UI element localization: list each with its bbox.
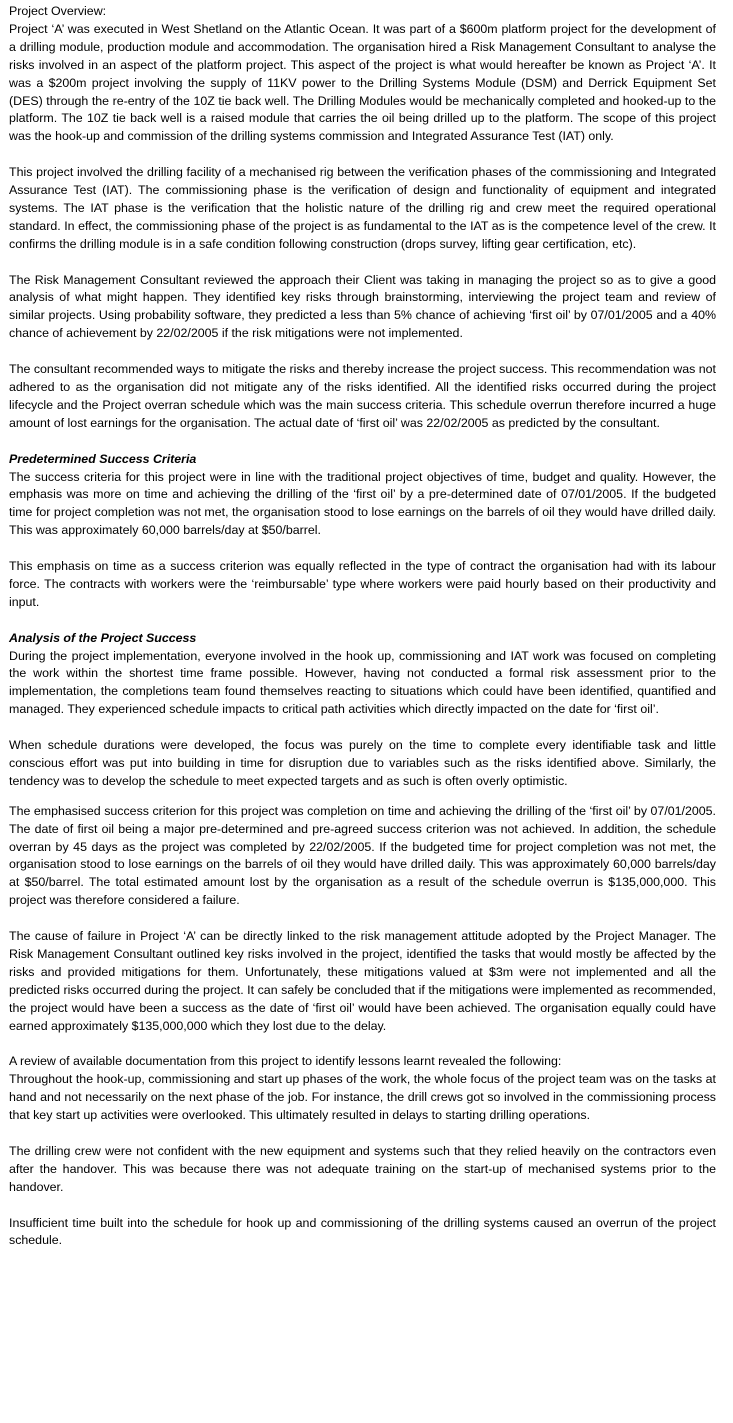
criteria-paragraph-1: The success criteria for this project were in line with the traditional project objectives of time, budget and quality. However, the emphasis was more on time and achieving the drilling of the ‘first oil’ by a pre-determined date of 07/01/2005. If the budgeted time for project completion was not met, the organisation stood to lose earnings on the barrels of oil they would have drilled daily. This was approximately 60,000 barrels/day at $50/barrel.	[9, 469, 716, 538]
analysis-paragraph-2: When schedule durations were developed, the focus was purely on the time to complete every identifiable task and little conscious effort was put into building in time for disruption due to variables such as the risks identified above. Similarly, the tendency was to develop the schedule to meet expected targets and as such is often overly optimistic.	[9, 738, 716, 788]
analysis-paragraph-3: The emphasised success criterion for this project was completion on time and achieving the drilling of the ‘first oil’ by 07/01/2005. The date of first oil being a major pre-determined and pre-agreed success criterion was not achieved. In addition, the schedule overran by 45 days as the project was completed by 22/02/2005. If the budgeted time for project completion was not met, the organisation stood to lose earnings on the barrels of oil they would have drilled daily. This was approximately 60,000 barrels/day at $50/barrel. The total estimated amount lost by the organisation as a result of the schedule overrun is $135,000,000. This project was therefore considered a failure.	[9, 803, 716, 908]
lessons-paragraph-1: Throughout the hook-up, commissioning and start up phases of the work, the whole focus of the project team was on the tasks at hand and not necessarily on the next phase of the job. For instance, the drill crews got so involved in the commissioning process that key start up activities were overlooked. This ultimately resulted in delays to starting drilling operations.	[9, 1072, 716, 1123]
analysis-paragraph-1: During the project implementation, everyone involved in the hook up, commissioning and IAT work was focused on completing the work within the shortest time frame possible. However, having not conducted a formal risk assessment prior to the implementation, the completions team found themselves reacting to situations which could have been identified, quantified and managed. They experienced schedule impacts to critical path activities which directly impacted on the date for ‘first oil’.	[9, 648, 716, 717]
overview-paragraph-1: Project ‘A’ was executed in West Shetland on the Atlantic Ocean. It was part of a $600m platform project for the development of a drilling module, production module and accommodation. The organisation hired a Risk Management Consultant to analyse the risks involved in an aspect of the platform project. This aspect of the project is what would hereafter be known as Project ‘A’. It was a $200m project involving the supply of 11KV power to the Drilling Systems Module (DSM) and Derrick Equipment Set (DES) through the re-entry of the 10Z tie back well. The Drilling Modules would be mechanically completed and hooked-up to the platform. The 10Z tie back well is a raised module that carries the oil being drilled up to the platform. The scope of this project was the hook-up and commission of the drilling systems commission and Integrated Assurance Test (IAT) only.	[9, 21, 716, 144]
lessons-intro: A review of available documentation from this project to identify lessons learnt revealed the following:	[9, 1054, 562, 1069]
lessons-paragraph-3: Insufficient time built into the schedule for hook up and commissioning of the drilling systems caused an overrun of the project schedule.	[9, 1215, 716, 1248]
overview-paragraph-4: The consultant recommended ways to mitigate the risks and thereby increase the project success. This recommendation was not adhered to as the organisation did not mitigate any of the risks identified. All the identified risks occurred during the project lifecycle and the Project overran schedule which was the main success criteria. This schedule overrun therefore incurred a huge amount of lost earnings for the organisation. The actual date of ‘first oil’ was 22/02/2005 as predicted by the consultant.	[9, 362, 716, 430]
criteria-paragraph-2: This emphasis on time as a success criterion was equally reflected in the type of contract the organisation had with its labour force. The contracts with workers were the ‘reimbursable’ type where workers were paid hourly based on their productivity and input.	[9, 559, 716, 609]
overview-title: Project Overview:	[9, 4, 107, 18]
analysis-paragraph-4: The cause of failure in Project ‘A’ can be directly linked to the risk management attitude adopted by the Project Manager. The Risk Management Consultant outlined key risks involved in the project, identified the tasks that would mostly be affected by the risks and provided mitigations for them. Unfortunately, these mitigations valued at $3m were not implemented and all the predicted risks occurred during the project. It can safely be concluded that if the mitigations were implemented as recommended, the project would have been a success as the date of ‘first oil’ would have been achieved. The organisation equally could have earned approximately $135,000,000 which they lost due to the delay.	[9, 929, 716, 1033]
overview-paragraph-2: This project involved the drilling facility of a mechanised rig between the verification phases of the commissioning and Integrated Assurance Test (IAT). The commissioning phase is the verification of design and functionality of equipment and integrated systems. The IAT phase is the verification that the holistic nature of the drilling rig and crew meet the required operational standard. In effect, the commissioning phase of the project is as fundamental to the IAT as is the competence level of the crew. It confirms the drilling module is in a safe condition following construction (drops survey, lifting gear certification, etc).	[9, 165, 716, 251]
criteria-heading: Predetermined Success Criteria	[9, 451, 197, 466]
analysis-heading: Analysis of the Project Success	[9, 630, 197, 645]
lessons-paragraph-2: The drilling crew were not confident with the new equipment and systems such that they relied heavily on the contractors even after the handover. This was because there was not adequate training on the start-up of mechanised systems prior to the handover.	[9, 1143, 716, 1194]
overview-paragraph-3: The Risk Management Consultant reviewed the approach their Client was taking in managing the project so as to give a good analysis of what might happen. They identified key risks through brainstorming, interviewing the project team and review of similar projects. Using probability software, they predicted a less than 5% chance of achieving ‘first oil’ by 07/01/2005 and a 40% chance of achievement by 22/02/2005 if the risk mitigations were not implemented.	[9, 272, 716, 341]
